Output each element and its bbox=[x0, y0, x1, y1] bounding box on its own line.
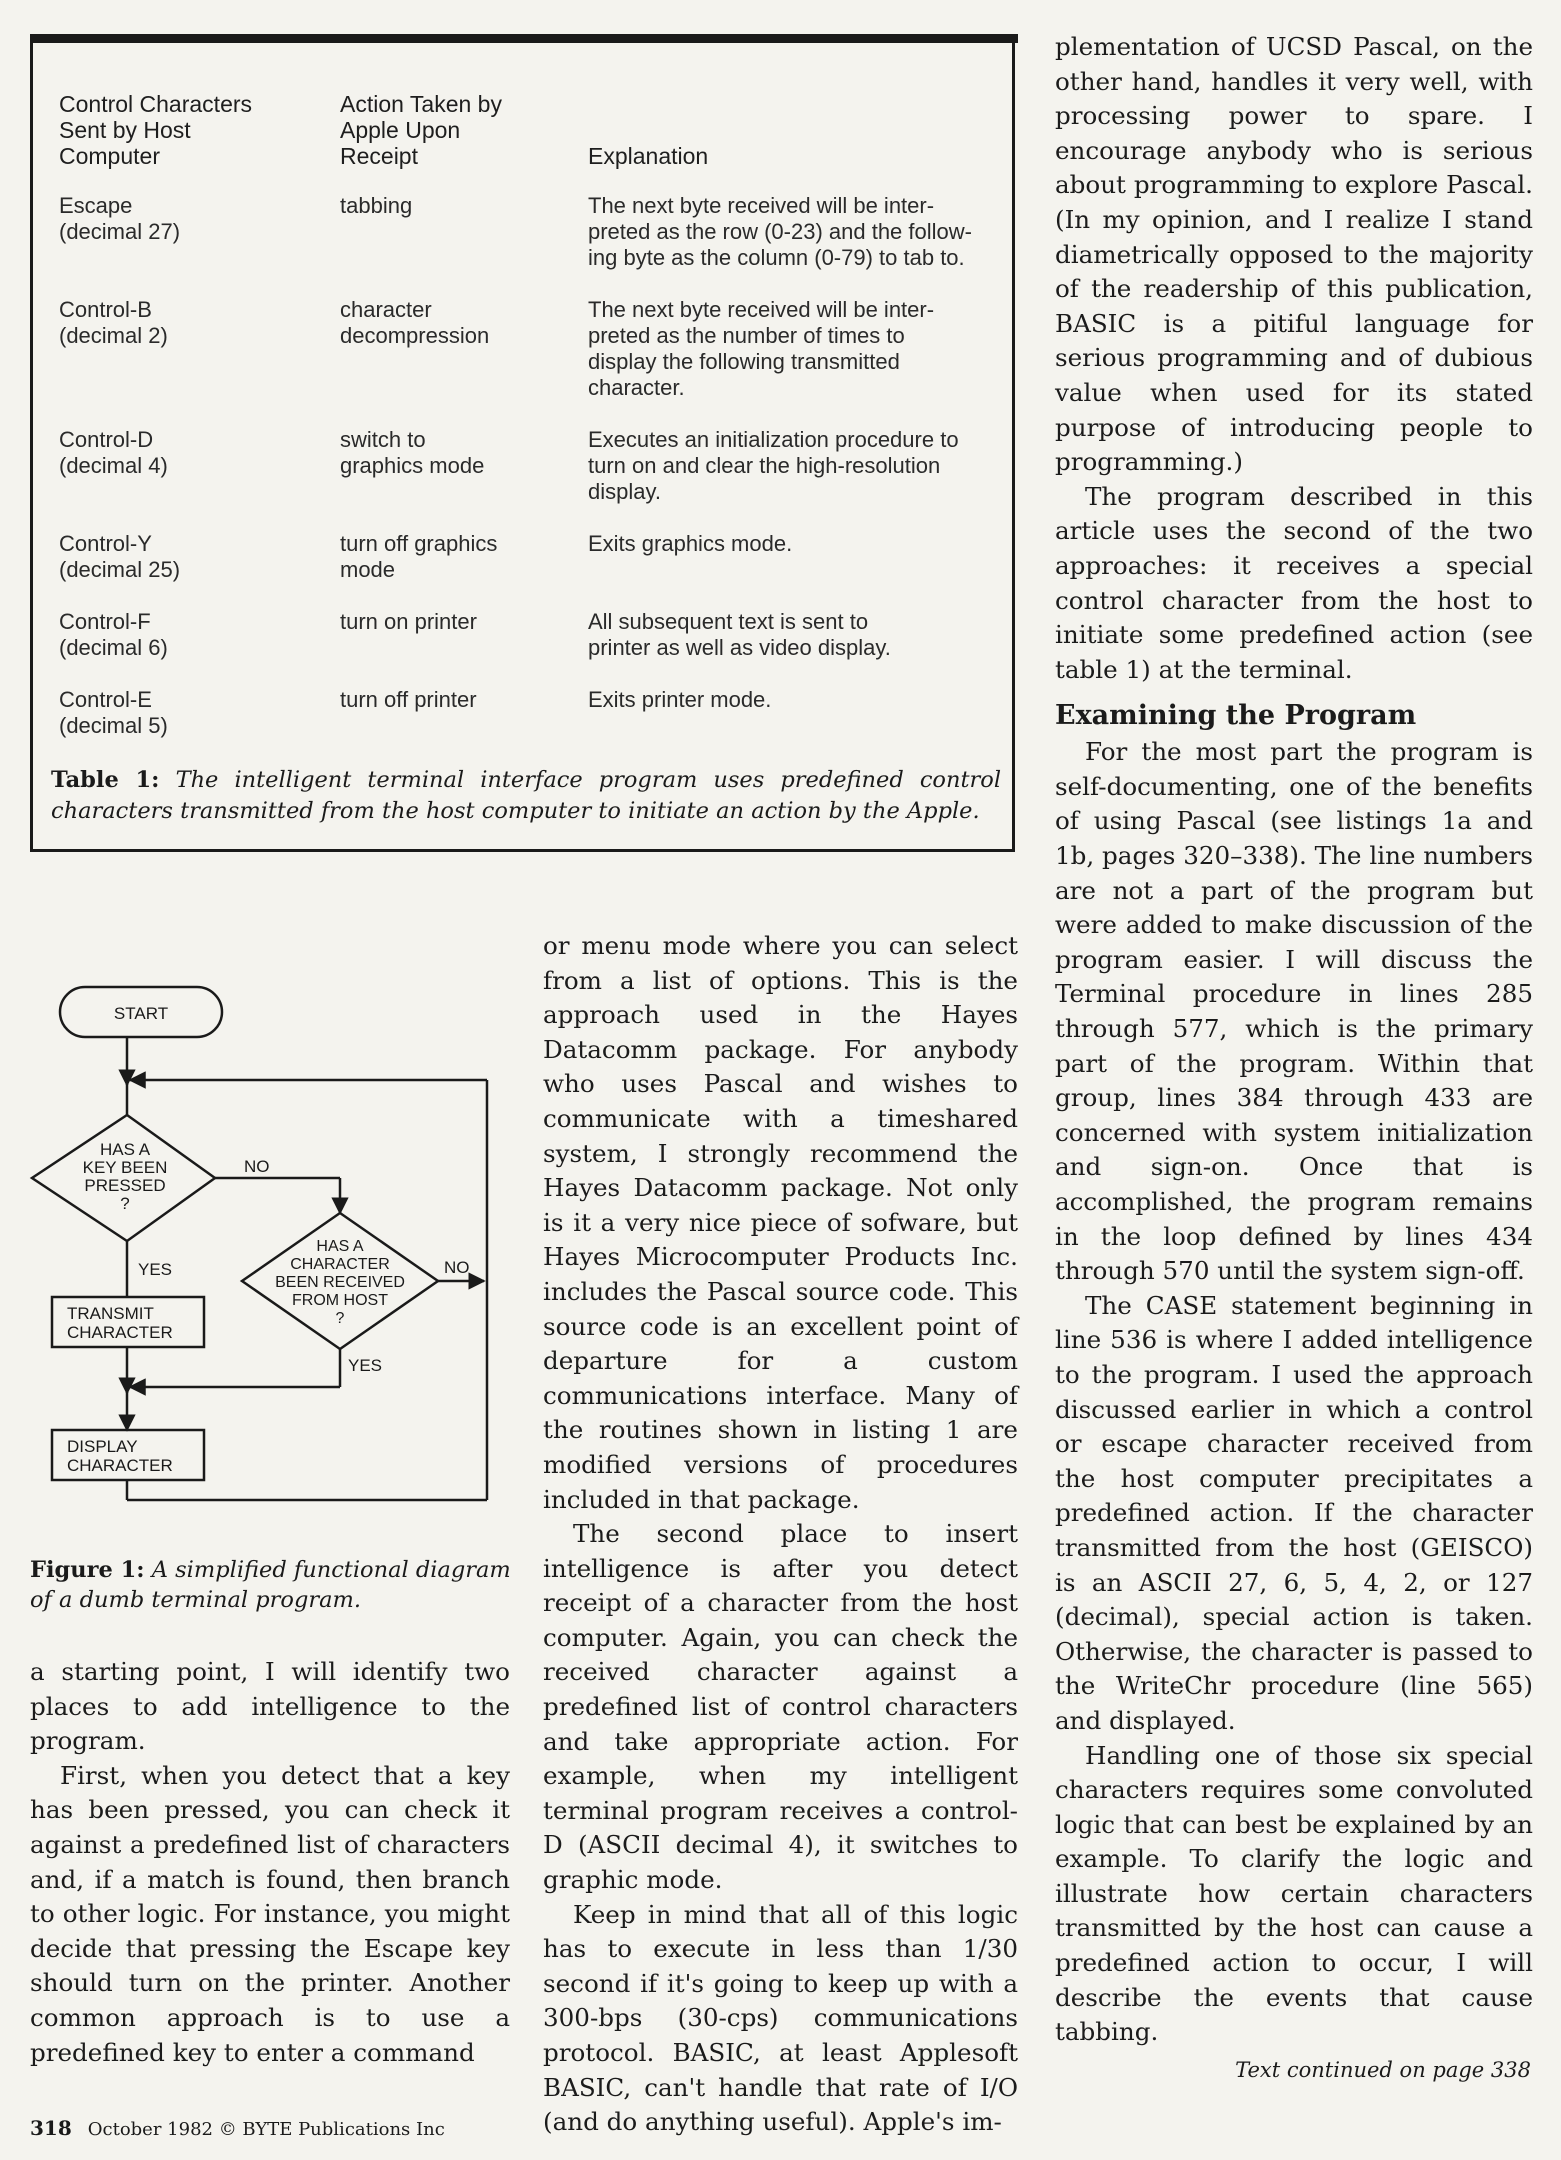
text-column-2 bbox=[543, 929, 1018, 2140]
paragraph: The program described in this article uses the second of the two approaches: it receives a special control character from the host to initiate some predefined action (see table 1) at the terminal. bbox=[1055, 481, 1533, 684]
table-cell-control: Control-Y (decimal 25) bbox=[59, 531, 181, 582]
decision1-line: PRESSED bbox=[84, 1176, 166, 1195]
yes-label-1: YES bbox=[138, 1260, 173, 1279]
display-line: DISPLAY bbox=[67, 1437, 138, 1456]
no-label-2: NO bbox=[444, 1258, 470, 1277]
decision1-line: ? bbox=[120, 1194, 130, 1213]
page-footer bbox=[30, 2116, 445, 2140]
continued-note: Text continued on page 338 bbox=[1235, 2058, 1531, 2082]
section-heading: Examining the Program bbox=[1055, 700, 1417, 732]
table-header-action: Action Taken by Apple Upon Receipt bbox=[340, 91, 502, 169]
start-label: START bbox=[113, 1004, 169, 1023]
figure-caption-label: Figure 1: bbox=[30, 1557, 145, 1583]
page-number: 318 bbox=[30, 2116, 72, 2140]
table-cell-explanation: Exits graphics mode. bbox=[588, 531, 793, 556]
table-cell-action: character decompression bbox=[340, 297, 490, 348]
table-cell-explanation: The next byte received will be inter- preted as the number of times to display the following transmitted character. bbox=[588, 297, 935, 400]
table-cell-control: Control-B (decimal 2) bbox=[59, 297, 168, 348]
paragraph: or menu mode where you can select from a list of options. This is the approach used in the Hayes Datacomm package. For anybody who uses Pascal and wishes to communicate with a timeshared system, I strongly recommend the Hayes Datacomm package. Not only is it a very nice piece of sofware, but Hayes Microcomputer Products Inc. includes the Pascal source code. This source code is an excellent point of departure for a custom communications interface. Many of the routines shown in listing 1 are modified versions of procedures included in that package. bbox=[543, 931, 1018, 1514]
table-cell-action: tabbing bbox=[340, 193, 413, 218]
flowchart-figure bbox=[22, 975, 522, 1535]
table-top-rule bbox=[30, 34, 1018, 43]
paragraph: For the most part the program is self-documenting, one of the benefits of using Pascal (see listings 1a and 1b, pages 320–338). The line numbers are not a part of the program but were added to make discussion of the program easier. I will discuss the Terminal procedure in lines 285 through 577, which is the primary part of the program. Within that group, lines 384 through 433 are concerned with system initialization and sign-on. Once that is accomplished, the program remains in the loop defined by lines 434 through 570 until the system sign-off. bbox=[1055, 737, 1533, 1286]
figure-caption bbox=[30, 1555, 520, 1615]
table-cell-action: turn off printer bbox=[340, 687, 477, 712]
table-cell-explanation: The next byte received will be inter- preted as the row (0-23) and the follow- ing byte as the column (0-79) to tab to. bbox=[588, 193, 972, 270]
figure-caption-text: A simplified functional diagram of a dumb terminal program. bbox=[30, 1557, 511, 1613]
table-cell-action: switch to graphics mode bbox=[340, 427, 485, 478]
table-cell-action: turn on printer bbox=[340, 609, 477, 634]
table-cell-control: Control-F (decimal 6) bbox=[59, 609, 168, 660]
table-cell-control: Escape (decimal 27) bbox=[59, 193, 181, 244]
table-cell-explanation: All subsequent text is sent to printer as well as video display. bbox=[588, 609, 891, 660]
table-header-control: Control Characters Sent by Host Computer bbox=[59, 91, 253, 169]
table-caption bbox=[51, 765, 1001, 827]
text-column-3 bbox=[1055, 30, 1533, 2050]
paragraph: a starting point, I will identify two places to add intelligence to the program. bbox=[30, 1657, 510, 1756]
publication-line: October 1982 © BYTE Publications Inc bbox=[87, 2119, 445, 2140]
table-cell-explanation: Executes an initialization procedure to turn on and clear the high-resolution display. bbox=[588, 427, 959, 504]
display-line: CHARACTER bbox=[67, 1456, 173, 1475]
paragraph: The second place to insert intelligence is after you detect receipt of a character from the host computer. Again, you can check the received character against a predefined list of control characters and take appropriate action. For example, when my intelligent terminal program receives a control-D (ASCII decimal 4), it switches to graphic mode. bbox=[543, 1519, 1018, 1895]
table-cell-action: turn off graphics mode bbox=[340, 531, 498, 582]
transmit-line: TRANSMIT bbox=[67, 1304, 154, 1323]
table-cell-control: Control-D (decimal 4) bbox=[59, 427, 168, 478]
decision2-line: HAS A bbox=[316, 1238, 364, 1255]
paragraph: Handling one of those six special characters requires some convoluted logic that can best be explained by an example. To clarify the logic and illustrate how certain characters transmitted by the host can cause a predefined action to occur, I will describe the events that cause tabbing. bbox=[1055, 1740, 1533, 2047]
decision1-line: HAS A bbox=[99, 1140, 151, 1159]
decision2-line: ? bbox=[335, 1310, 345, 1327]
table-caption-label: Table 1: bbox=[51, 767, 160, 793]
decision2-line: BEEN RECEIVED bbox=[275, 1274, 405, 1291]
text-column-1 bbox=[30, 1655, 510, 2070]
yes-label-2: YES bbox=[348, 1356, 383, 1375]
decision2-line: FROM HOST bbox=[292, 1292, 388, 1309]
paragraph: plementation of UCSD Pascal, on the other hand, handles it very well, with processing power to spare. I encourage anybody who is serious about programming to explore Pascal. (In my opinion, and I realize I stand diametrically opposed to the majority of the readership of this publication, BASIC is a pitiful language for serious programming and of dubious value when used for its stated purpose of introducing people to programming.) bbox=[1055, 32, 1533, 477]
paragraph: Keep in mind that all of this logic has to execute in less than 1/30 second if it's going to keep up with a 300-bps (30-cps) communications protocol. BASIC, at least Applesoft BASIC, can't handle that rate of I/O (and do anything useful). Apple's im- bbox=[543, 1899, 1018, 2137]
paragraph: The CASE statement beginning in line 536 is where I added intelligence to the program. I used the approach discussed earlier in which a control or escape character received from the host computer precipitates a predefined action. If the character transmitted from the host (GEISCO) is an ASCII 27, 6, 5, 4, 2, or 127 (decimal), special action is taken. Otherwise, the character is passed to the WriteChr procedure (line 565) and displayed. bbox=[1055, 1290, 1533, 1735]
table-cell-control: Control-E (decimal 5) bbox=[59, 687, 168, 738]
no-label-1: NO bbox=[244, 1157, 270, 1176]
table-1 bbox=[30, 34, 1015, 852]
table-cell-explanation: Exits printer mode. bbox=[588, 687, 772, 712]
decision1-line: KEY BEEN bbox=[82, 1158, 168, 1177]
table-header-explanation: Explanation bbox=[588, 143, 709, 169]
table-caption-text: The intelligent terminal interface program uses predefined control characters transmitted from the host computer to initiate an action by the Apple. bbox=[51, 767, 1002, 824]
transmit-line: CHARACTER bbox=[67, 1323, 173, 1342]
paragraph: First, when you detect that a key has been pressed, you can check it against a predefined list of characters and, if a match is found, then branch to other logic. For instance, you might decide that pressing the Escape key should turn on the printer. Another common approach is to use a predefined key to enter a command bbox=[30, 1760, 510, 2067]
decision2-line: CHARACTER bbox=[290, 1256, 390, 1273]
